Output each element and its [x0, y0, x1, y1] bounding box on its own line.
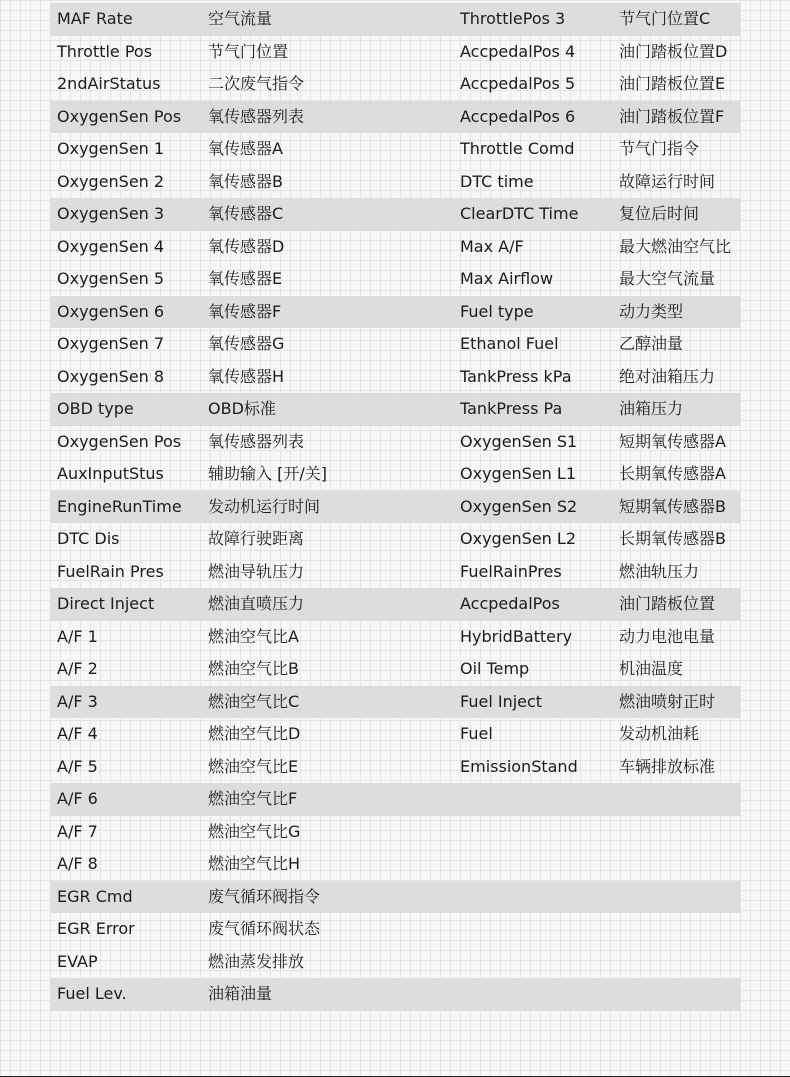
- param-desc-left: 空气流量: [208, 9, 273, 28]
- param-desc-left: 氧传感器G: [208, 334, 285, 353]
- param-name-left: FuelRain Pres: [57, 561, 164, 581]
- param-name-right: [460, 881, 616, 914]
- param-desc-left: 废气循环阀指令: [208, 886, 321, 906]
- param-name-right: OxygenSen L2: [460, 529, 576, 548]
- param-desc-left: 燃油空气比B: [208, 659, 299, 678]
- param-name-left: DTC Dis: [57, 529, 120, 548]
- table-row: [50, 328, 740, 361]
- param-name-left: OxygenSen 1: [57, 139, 165, 158]
- param-desc-left: OBD标准: [208, 399, 276, 418]
- param-name-left: Fuel Lev.: [57, 984, 127, 1003]
- param-name-left: 2ndAirStatus: [57, 74, 161, 93]
- param-name-right: HybridBattery: [460, 626, 573, 646]
- param-desc-right: 短期氧传感器B: [619, 496, 726, 516]
- param-desc-left: 燃油直喷压力: [208, 594, 305, 613]
- table-row: [50, 783, 740, 816]
- param-name-left: A/F 2: [57, 659, 98, 678]
- param-name-right: AccpedalPos 6: [460, 106, 576, 126]
- table-row: [50, 751, 740, 784]
- param-name-right: FuelRainPres: [460, 561, 562, 581]
- param-desc-right: [619, 978, 740, 1011]
- param-desc-left: 氧传感器F: [208, 301, 282, 321]
- param-name-left: Throttle Pos: [57, 41, 153, 61]
- param-desc-left: 燃油空气比G: [208, 821, 301, 841]
- param-desc-left: 燃油蒸发排放: [208, 951, 305, 971]
- param-name-right: DTC time: [460, 171, 534, 191]
- param-desc-right: 长期氧传感器B: [619, 529, 726, 548]
- param-name-right: TankPress Pa: [460, 399, 563, 418]
- param-name-right: AccpedalPos: [460, 594, 560, 613]
- param-desc-right: 故障运行时间: [619, 171, 716, 191]
- param-name-left: A/F 6: [57, 789, 98, 808]
- param-name-right: ThrottlePos 3: [460, 9, 566, 28]
- param-name-right: [460, 913, 616, 946]
- param-desc-right: 燃油轨压力: [619, 561, 700, 581]
- param-name-right: Throttle Comd: [460, 139, 575, 158]
- param-desc-right: [619, 816, 740, 849]
- param-desc-right: 车辆排放标准: [619, 756, 716, 776]
- table-row: [50, 686, 740, 719]
- param-name-right: Oil Temp: [460, 659, 530, 678]
- param-desc-right: 油箱压力: [619, 399, 684, 418]
- param-name-left: OxygenSen 6: [57, 301, 165, 321]
- param-name-right: Fuel Inject: [460, 691, 543, 711]
- param-desc-right: 节气门指令: [619, 139, 700, 158]
- param-desc-left: 燃油空气比D: [208, 724, 301, 743]
- param-name-left: A/F 8: [57, 854, 98, 873]
- param-name-left: OxygenSen Pos: [57, 106, 182, 126]
- param-desc-right: 短期氧传感器A: [619, 431, 726, 451]
- param-desc-right: 油门踏板位置D: [619, 41, 728, 61]
- param-desc-right: 长期氧传感器A: [619, 464, 726, 483]
- param-name-right: OxygenSen S1: [460, 431, 578, 451]
- param-name-left: A/F 3: [57, 691, 98, 711]
- param-name-left: A/F 5: [57, 756, 98, 776]
- param-name-right: EmissionStand: [460, 756, 578, 776]
- param-name-right: Fuel type: [460, 301, 534, 321]
- param-desc-right: 发动机油耗: [619, 724, 700, 743]
- table-row: [50, 263, 740, 296]
- param-desc-left: 二次废气指令: [208, 74, 305, 93]
- param-name-left: EVAP: [57, 951, 98, 971]
- param-desc-left: 油箱油量: [208, 984, 273, 1003]
- param-name-left: OxygenSen 4: [57, 236, 165, 256]
- param-name-right: [460, 946, 616, 979]
- param-name-right: ClearDTC Time: [460, 204, 579, 223]
- param-name-left: AuxInputStus: [57, 464, 164, 483]
- param-name-left: OxygenSen 7: [57, 334, 165, 353]
- param-desc-left: 氧传感器列表: [208, 106, 305, 126]
- table-row: [50, 718, 740, 751]
- param-desc-left: 氧传感器A: [208, 139, 283, 158]
- table-row: [50, 913, 740, 946]
- param-name-right: [460, 816, 616, 849]
- param-name-right: OxygenSen L1: [460, 464, 576, 483]
- param-desc-right: 绝对油箱压力: [619, 366, 716, 386]
- param-desc-right: 最大空气流量: [619, 269, 716, 288]
- param-desc-left: 氧传感器H: [208, 366, 285, 386]
- param-name-right: TankPress kPa: [460, 366, 572, 386]
- table-row: [50, 881, 740, 914]
- param-name-right: OxygenSen S2: [460, 496, 578, 516]
- table-row: [50, 978, 740, 1011]
- table-row: [50, 166, 740, 199]
- param-desc-right: [619, 913, 740, 946]
- table-row: [50, 231, 740, 264]
- param-desc-left: 氧传感器E: [208, 269, 283, 288]
- param-desc-right: 最大燃油空气比: [619, 236, 732, 256]
- param-name-left: MAF Rate: [57, 9, 133, 28]
- param-name-left: A/F 4: [57, 724, 98, 743]
- param-name-right: Fuel: [460, 724, 493, 743]
- table-row: [50, 848, 740, 881]
- param-name-left: OBD type: [57, 399, 134, 418]
- table-row: [50, 3, 740, 36]
- param-name-right: Max A/F: [460, 236, 524, 256]
- param-desc-right: 动力电池电量: [619, 626, 716, 646]
- param-name-left: OxygenSen 5: [57, 269, 165, 288]
- table-row: [50, 816, 740, 849]
- param-desc-right: [619, 783, 740, 816]
- table-row: [50, 36, 740, 69]
- table-row: [50, 133, 740, 166]
- param-desc-left: 故障行驶距离: [208, 529, 305, 548]
- table-row: [50, 556, 740, 589]
- param-desc-right: 油门踏板位置E: [619, 74, 726, 93]
- table-row: [50, 491, 740, 524]
- param-name-left: EGR Cmd: [57, 886, 133, 906]
- param-name-right: [460, 783, 616, 816]
- table-row: [50, 68, 740, 101]
- param-name-right: [460, 978, 616, 1011]
- param-name-left: OxygenSen 8: [57, 366, 165, 386]
- table-row: [50, 653, 740, 686]
- param-name-right: AccpedalPos 4: [460, 41, 576, 61]
- table-row: [50, 621, 740, 654]
- param-desc-right: [619, 946, 740, 979]
- param-name-right: Ethanol Fuel: [460, 334, 559, 353]
- param-desc-right: 复位后时间: [619, 204, 700, 223]
- param-desc-left: 辅助输入 [开/关]: [208, 464, 327, 483]
- param-desc-left: 氧传感器D: [208, 236, 285, 256]
- param-name-left: EGR Error: [57, 919, 135, 938]
- param-desc-right: 油门踏板位置: [619, 594, 716, 613]
- param-desc-right: 机油温度: [619, 659, 684, 678]
- table-row: [50, 101, 740, 134]
- param-desc-left: 燃油空气比H: [208, 854, 301, 873]
- param-name-right: AccpedalPos 5: [460, 74, 576, 93]
- table-row: [50, 393, 740, 426]
- param-desc-left: 氧传感器C: [208, 204, 284, 223]
- param-desc-left: 燃油空气比A: [208, 626, 299, 646]
- param-name-left: A/F 1: [57, 626, 98, 646]
- table-row: [50, 198, 740, 231]
- param-desc-left: 燃油空气比F: [208, 789, 298, 808]
- parameter-table: [50, 3, 740, 1011]
- param-desc-left: 氧传感器列表: [208, 431, 305, 451]
- table-row: [50, 588, 740, 621]
- param-name-left: Direct Inject: [57, 594, 155, 613]
- param-name-right: [460, 848, 616, 881]
- param-desc-left: 燃油空气比C: [208, 691, 300, 711]
- param-name-left: OxygenSen Pos: [57, 431, 182, 451]
- param-desc-right: [619, 881, 740, 914]
- param-desc-left: 燃油导轨压力: [208, 561, 305, 581]
- param-desc-right: 动力类型: [619, 301, 684, 321]
- param-desc-left: 氧传感器B: [208, 171, 283, 191]
- param-desc-left: 燃油空气比E: [208, 756, 299, 776]
- param-name-left: A/F 7: [57, 821, 98, 841]
- table-row: [50, 946, 740, 979]
- table-row: [50, 426, 740, 459]
- param-desc-left: 废气循环阀状态: [208, 919, 321, 938]
- table-row: [50, 361, 740, 394]
- param-desc-right: [619, 848, 740, 881]
- param-name-left: OxygenSen 2: [57, 171, 165, 191]
- table-row: [50, 523, 740, 556]
- param-desc-right: 乙醇油量: [619, 334, 684, 353]
- param-desc-left: 发动机运行时间: [208, 496, 321, 516]
- param-name-left: EngineRunTime: [57, 496, 182, 516]
- param-desc-right: 油门踏板位置F: [619, 106, 725, 126]
- table-row: [50, 296, 740, 329]
- table-row: [50, 458, 740, 491]
- param-name-left: OxygenSen 3: [57, 204, 165, 223]
- param-name-right: Max Airflow: [460, 269, 554, 288]
- param-desc-right: 燃油喷射正时: [619, 691, 716, 711]
- param-desc-left: 节气门位置: [208, 41, 289, 61]
- param-desc-right: 节气门位置C: [619, 9, 711, 28]
